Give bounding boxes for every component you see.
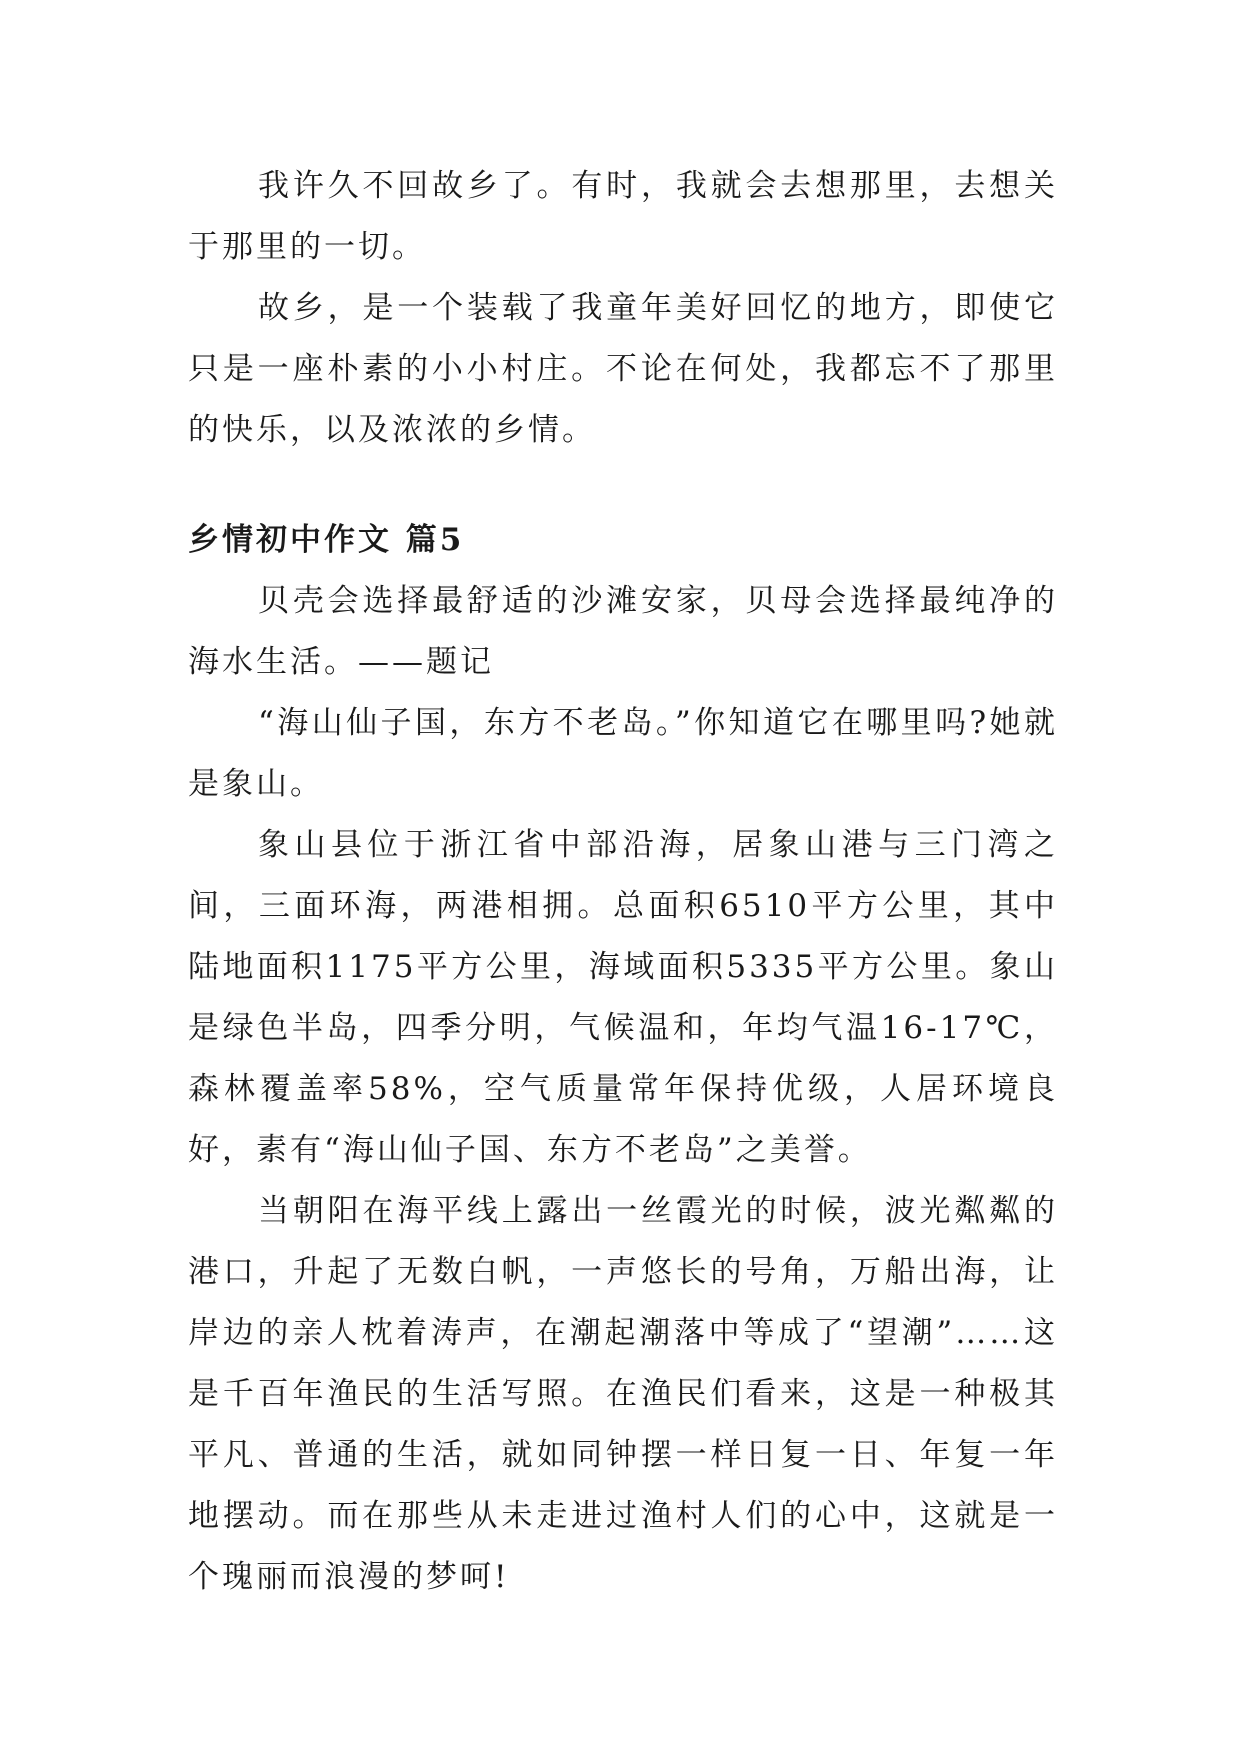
paragraph: 我许久不回故乡了。有时，我就会去想那里，去想关于那里的一切。	[188, 168, 1058, 265]
essay-section	[188, 510, 1058, 1608]
paragraph: 故乡，是一个装载了我童年美好回忆的地方，即使它只是一座朴素的小小村庄。不论在何处，我都忘不了那里的快乐，以及浓浓的乡情。	[188, 290, 1058, 448]
intro-section	[188, 156, 1058, 461]
paragraph: 贝壳会选择最舒适的沙滩安家，贝母会选择最纯净的海水生活。——题记	[188, 583, 1058, 680]
section-heading: 乡情初中作文 篇5	[188, 522, 465, 558]
paragraph: 象山县位于浙江省中部沿海，居象山港与三门湾之间，三面环海，两港相拥。总面积6510平方公里，其中陆地面积1175平方公里，海域面积5335平方公里。象山是绿色半岛，四季分明，气候温和，年均气温16-17℃，森林覆盖率58%，空气质量常年保持优级，人居环境良好，素有“海山仙子国、东方不老岛”之美誉。	[188, 827, 1058, 1168]
paragraph: 当朝阳在海平线上露出一丝霞光的时候，波光粼粼的港口，升起了无数白帆，一声悠长的号角，万船出海，让岸边的亲人枕着涛声，在潮起潮落中等成了“望潮”……这是千百年渔民的生活写照。在渔民们看来，这是一种极其平凡、普通的生活，就如同钟摆一样日复一日、年复一年地摆动。而在那些从未走进过渔村人们的心中，这就是一个瑰丽而浪漫的梦呵!	[188, 1193, 1058, 1595]
paragraph: “海山仙子国，东方不老岛。”你知道它在哪里吗?她就是象山。	[188, 705, 1058, 802]
